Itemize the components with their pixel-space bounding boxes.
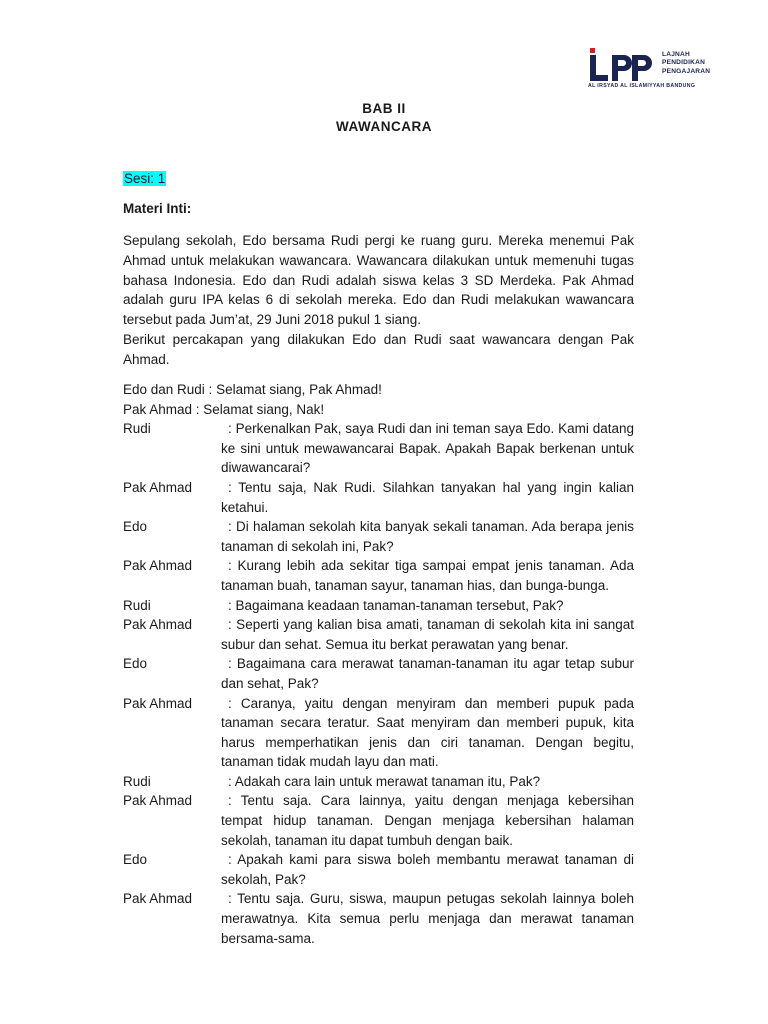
dialog-text: : Perkenalkan Pak, saya Rudi dan ini teman saya Edo. Kami datang ke sini untuk mewawancarai Bapak. Apakah Bapak berkenan untuk diwawancarai? (221, 421, 634, 476)
dialog-line (123, 596, 634, 616)
dialog-line (123, 772, 634, 792)
dialog-speaker: Rudi (123, 597, 151, 613)
dialog-text: : Di halaman sekolah kita banyak sekali tanaman. Ada berapa jenis tanaman di sekolah ini, Pak? (221, 519, 634, 554)
dialog-line (123, 694, 634, 772)
dialog-speaker: Pak Ahmad (123, 891, 193, 907)
dialog-line (123, 556, 634, 595)
dialog-line (123, 419, 634, 478)
dialog-text: : Bagaimana cara merawat tanaman-tanaman itu agar tetap subur dan sehat, Pak? (221, 656, 634, 691)
intro-paragraph: Sepulang sekolah, Edo bersama Rudi pergi ke ruang guru. Mereka menemui Pak Ahmad untuk melakukan wawancara. Wawancara dilakukan untuk memenuhi tugas bahasa Indonesia. Edo dan Rudi adalah siswa kelas 3 SD Merdeka. Pak Ahmad adalah guru IPA kelas 6 di sekolah mereka. Edo dan Rudi melakukan wawancara tersebut pada Jum’at, 29 Juni 2018 pukul 1 siang. (123, 233, 634, 328)
dialog-speaker: Edo (123, 656, 148, 672)
chapter-subtitle: WAWANCARA (336, 119, 432, 134)
dialog-speaker: Edo (123, 852, 148, 868)
dialog-text: : Apakah kami para siswa boleh membantu merawat tanaman di sekolah, Pak? (221, 852, 634, 887)
dialog-speaker: Pak Ahmad (123, 793, 193, 809)
logo-line: LAJNAH (662, 51, 690, 58)
dialog-speaker: Pak Ahmad (123, 558, 193, 574)
dialog-text: Edo dan Rudi : Selamat siang, Pak Ahmad! (123, 382, 382, 397)
dialog-line (123, 850, 634, 889)
dialog-line (123, 889, 634, 948)
logo-line: PENDIDIKAN (662, 59, 706, 67)
intro-paragraph-2: Berikut percakapan yang dilakukan Edo dan Rudi saat wawancara dengan Pak Ahmad. (123, 332, 634, 367)
lpp-logo-mark (588, 48, 656, 82)
session-label: Sesi: 1 (124, 171, 166, 186)
dialog-speaker: Edo (123, 519, 148, 535)
dialog-speaker: Pak Ahmad (123, 617, 193, 633)
dialog-text: : Seperti yang kalian bisa amati, tanaman di sekolah kita ini sangat subur dan sehat. Semua itu berkat perawatan yang benar. (221, 617, 634, 652)
dialog-text: : Tentu saja. Cara lainnya, yaitu dengan menjaga kebersihan tempat hidup tanaman. Dengan menjaga kebersihan halaman sekolah, tanaman itu dapat tumbuh dengan baik. (221, 793, 634, 848)
materi-heading: Materi Inti: (123, 201, 192, 216)
dialog-line (123, 517, 634, 556)
dialog-text: Pak Ahmad : Selamat siang, Nak! (123, 401, 325, 417)
dialog-speaker: Rudi (123, 773, 151, 789)
dialog-text: : Kurang lebih ada sekitar tiga sampai empat jenis tanaman. Ada tanaman buah, tanaman sayur, tanaman hias, dan bunga-bunga. (221, 558, 634, 593)
dialog-speaker: Rudi (123, 421, 151, 437)
dialog-speaker: Pak Ahmad (123, 479, 193, 495)
lpp-logo (588, 46, 713, 92)
dialog (123, 380, 634, 948)
dialog-line (123, 380, 634, 400)
logo-subtitle: AL IRSYAD AL ISLAMIYYAH BANDUNG (588, 83, 696, 89)
dialog-line (123, 615, 634, 654)
dialog-text: : Tentu saja. Guru, siswa, maupun petugas sekolah lainnya boleh merawatnya. Kita semua perlu menjaga dan merawat tanaman bersama-sama. (221, 891, 634, 946)
dialog-text: : Adakah cara lain untuk merawat tanaman itu, Pak? (228, 773, 541, 789)
dialog-line (123, 654, 634, 693)
dialog-line (123, 791, 634, 850)
chapter-title: BAB II (362, 101, 406, 116)
dialog-line (123, 400, 634, 420)
dialog-speaker: Pak Ahmad (123, 695, 193, 711)
dialog-text: : Bagaimana keadaan tanaman-tanaman tersebut, Pak? (228, 597, 564, 613)
dialog-text: : Caranya, yaitu dengan menyiram dan memberi pupuk pada tanaman secara teratur. Saat menyiram dan memberi pupuk, kita harus memperhatikan jenis dan ciri tanaman. Dengan begitu, tanaman tidak mudah layu dan mati. (221, 695, 634, 770)
dialog-line (123, 478, 634, 517)
logo-line: PENGAJARAN (662, 67, 711, 75)
dialog-text: : Tentu saja, Nak Rudi. Silahkan tanyakan hal yang ingin kalian ketahui. (221, 479, 634, 515)
logo-text (662, 51, 710, 76)
